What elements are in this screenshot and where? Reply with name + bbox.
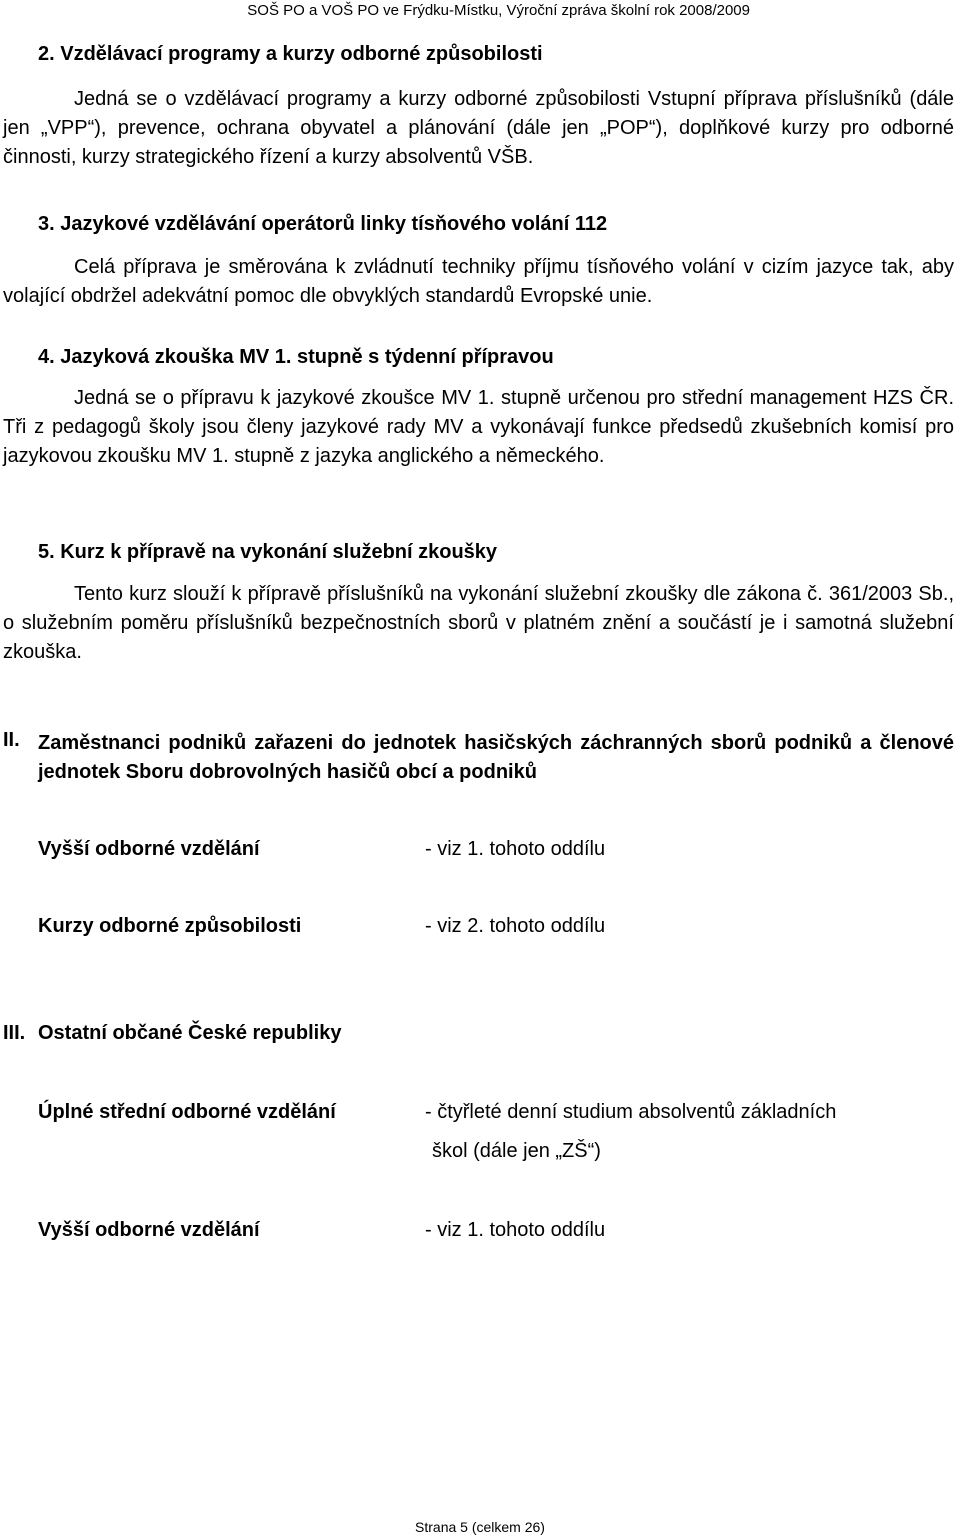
section-2-text: Jedná se o vzdělávací programy a kurzy odborné způsobilosti Vstupní příprava příslušníků (dále jen „VPP“), prevence, ochrana obyvatel a plánování (dále jen „POP“), doplňkové kurzy pro odborné činnosti, kurzy strategického řízení a kurzy absolventů VŠB.: [3, 88, 954, 168]
page-footer: Strana 5 (celkem 26): [415, 1519, 545, 1535]
part-iii-number: III.: [3, 1022, 26, 1044]
running-header: SOŠ PO a VOŠ PO ve Frýdku-Místku, Výroční zpráva školní rok 2008/2009: [247, 2, 750, 19]
part-ii-row-2-value: - viz 2. tohoto oddílu: [425, 915, 606, 937]
part-iii-row-2-value: - viz 1. tohoto oddílu: [425, 1219, 606, 1241]
part-ii-row-1-value: - viz 1. tohoto oddílu: [425, 838, 606, 860]
section-5-heading: 5. Kurz k přípravě na vykonání služební zkoušky: [38, 541, 498, 563]
section-3-text: Celá příprava je směrována k zvládnutí techniky příjmu tísňového volání v cizím jazyce tak, aby volající obdržel adekvátní pomoc dle obvyklých standardů Evropské unie.: [3, 256, 954, 307]
part-ii-heading: Zaměstnanci podniků zařazeni do jednotek hasičských záchranných sborů podniků a členové jednotek Sboru dobrovolných hasičů obcí a podniků: [38, 732, 954, 783]
part-iii-row-1-value-continued: škol (dále jen „ZŠ“): [432, 1140, 601, 1162]
part-iii-heading: Ostatní občané České republiky: [38, 1022, 342, 1044]
section-4-text: Jedná se o přípravu k jazykové zkoušce MV 1. stupně určenou pro střední management HZS ČR. Tři z pedagogů školy jsou členy jazykové rady MV a vykonávají funkce předsedů zkušebních komisí pro jazykovou zkoušku MV 1. stupně z jazyka anglického a německého.: [3, 387, 954, 467]
part-iii-row-2-label: Vyšší odborné vzdělání: [38, 1219, 260, 1241]
section-3-heading: 3. Jazykové vzdělávání operátorů linky tísňového volání 112: [38, 213, 608, 235]
part-ii-row-2-label: Kurzy odborné způsobilosti: [38, 915, 302, 937]
section-2-heading: 2. Vzdělávací programy a kurzy odborné způsobilosti: [38, 43, 543, 65]
part-iii-row-1-label: Úplné střední odborné vzdělání: [38, 1101, 336, 1123]
part-ii-row-1-label: Vyšší odborné vzdělání: [38, 838, 260, 860]
part-ii-number: II.: [3, 729, 20, 751]
part-iii-row-1-value: - čtyřleté denní studium absolventů základních: [425, 1101, 837, 1123]
section-4-heading: 4. Jazyková zkouška MV 1. stupně s týdenní přípravou: [38, 346, 554, 368]
section-5-text: Tento kurz slouží k přípravě příslušníků na vykonání služební zkoušky dle zákona č. 361/2003 Sb., o služebním poměru příslušníků bezpečnostních sborů v platném znění a součástí je i samotná služební zkouška.: [3, 583, 954, 663]
